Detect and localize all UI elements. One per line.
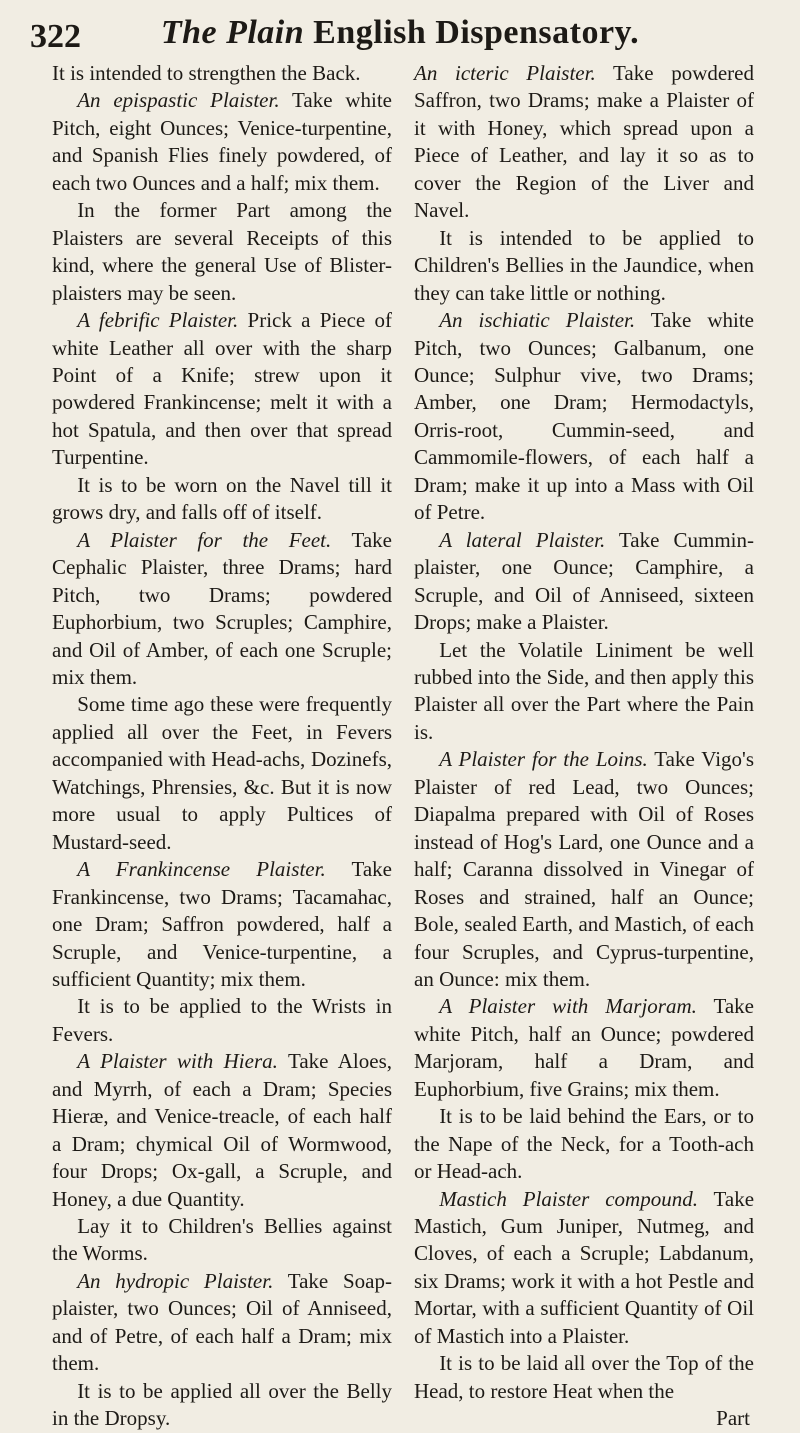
recipe-heading: An epispastic Plaister. bbox=[77, 88, 280, 113]
left-column bbox=[52, 60, 392, 1433]
paragraph bbox=[52, 1378, 392, 1433]
recipe-heading: Mastich Plaister compound. bbox=[439, 1186, 698, 1211]
paragraph bbox=[414, 637, 754, 747]
running-header bbox=[30, 14, 770, 64]
recipe-heading: An icteric Plaister. bbox=[414, 61, 596, 85]
paragraph bbox=[52, 197, 392, 307]
paragraph bbox=[414, 225, 754, 307]
paragraph-text: Take white Pitch, eight Ounces; Venice-turpentine, and Spanish Flies finely powdered, of each two Ounces and a half; mix them. bbox=[52, 88, 392, 195]
paragraph bbox=[52, 1213, 392, 1268]
right-column bbox=[414, 60, 754, 1433]
paragraph-text: It is to be applied to the Wrists in Fevers. bbox=[52, 994, 392, 1046]
paragraph bbox=[414, 527, 754, 637]
paragraph bbox=[52, 527, 392, 692]
paragraph-text: Take Cephalic Plaister, three Drams; hard Pitch, two Drams; powdered Euphorbium, two Scruples; Camphire, and Oil of Amber, of each one Scruple; mix them. bbox=[52, 527, 392, 689]
paragraph-text: Take white Pitch, half an Ounce; powdered Marjoram, half a Dram, and Euphorbium, five Grains; mix them. bbox=[414, 994, 754, 1101]
recipe-heading: A Plaister with Hiera. bbox=[77, 1049, 278, 1074]
paragraph-text: It is to be worn on the Navel till it grows dry, and falls off of itself. bbox=[52, 472, 392, 525]
page-number: 322 bbox=[30, 18, 81, 55]
paragraph-text: It is to be laid all over the Top of the Head, to restore Heat when the bbox=[414, 1351, 754, 1403]
paragraph-text: Some time ago these were frequently applied all over the Feet, in Fevers accompanied with Head-achs, Dozinefs, Watchings, Phrensies, &c. But it is now more usual to apply Pultices of Mustard-seed. bbox=[52, 692, 392, 854]
recipe-heading: A lateral Plaister. bbox=[439, 527, 606, 552]
paragraph-text: It is to be applied all over the Belly in the Dropsy. bbox=[52, 1378, 392, 1431]
paragraph bbox=[414, 746, 754, 993]
paragraph-text: Take Mastich, Gum Juniper, Nutmeg, and Cloves, of each a Scruple; Labdanum, six Drams; work it with a hot Pestle and Mortar, with a sufficient Quantity of Oil of Mastich into a Plaister. bbox=[414, 1186, 755, 1348]
paragraph-text: Let the Volatile Liniment be well rubbed into the Side, and then apply this Plaister all over the Part where the Pain is. bbox=[414, 637, 754, 744]
paragraph-text: Take Vigo's Plaister of red Lead, two Ounces; Diapalma prepared with Oil of Roses instead of Hog's Lard, one Ounce and a half; Caranna dissolved in Vinegar of Roses and strained, half an Ounce; Bole, sealed Earth, and Mastich, of each four Scruples, and Cyprus-turpentine, an Ounce: mix them. bbox=[414, 747, 754, 991]
paragraph bbox=[52, 87, 392, 197]
paragraph-text: It is to be laid behind the Ears, or to the Nape of the Neck, for a Tooth-ach or Head-ach. bbox=[414, 1104, 754, 1184]
paragraph bbox=[414, 1186, 754, 1351]
paragraph bbox=[52, 856, 392, 993]
paragraph bbox=[414, 307, 754, 527]
recipe-heading: A Frankincense Plaister. bbox=[77, 857, 326, 882]
paragraph bbox=[414, 993, 754, 1103]
paragraph bbox=[52, 60, 392, 87]
paragraph bbox=[414, 60, 754, 225]
paragraph bbox=[52, 307, 392, 472]
recipe-heading: A febrific Plaister. bbox=[77, 308, 239, 333]
paragraph-text: Take powdered Saffron, two Drams; make a Plaister of it with Honey, which spread upon a Piece of Leather, and lay it so as to cover the Region of the Liver and Navel. bbox=[414, 61, 754, 223]
paragraph bbox=[414, 1350, 754, 1405]
catchword: Part bbox=[716, 1406, 750, 1431]
paragraph-text: Take Aloes, and Myrrh, of each a Dram; Species Hieræ, and Venice-treacle, of each half a Dram; chymical Oil of Wormwood, four Drops; Ox-gall, a Scruple, and Honey, a due Quantity. bbox=[52, 1049, 392, 1211]
running-title bbox=[161, 14, 639, 52]
paragraph-text: Take Cummin-plaister, one Ounce; Camphire, a Scruple, and Oil of Anniseed, sixteen Drops; make a Plaister. bbox=[414, 527, 754, 635]
paragraph-text: It is intended to strengthen the Back. bbox=[52, 61, 361, 85]
paragraph-text: Lay it to Children's Bellies against the Worms. bbox=[52, 1214, 392, 1266]
running-title-roman: English Dispensatory. bbox=[313, 14, 640, 51]
paragraph-text: Take Frankincense, two Drams; Tacamahac, one Dram; Saffron powdered, half a Scruple, and Venice-turpentine, a sufficient Quantity; mix them. bbox=[52, 857, 392, 991]
recipe-heading: A Plaister for the Feet. bbox=[77, 527, 332, 552]
paragraph-text: Take white Pitch, two Ounces; Galbanum, one Ounce; Sulphur vive, two Drams; Amber, one Dram; Hermodactyls, Orris-root, Cummin-seed, and Cammomile-flowers, of each half a Dram; make it up into a Mass with Oil of Petre. bbox=[414, 308, 754, 525]
paragraph bbox=[52, 1268, 392, 1378]
recipe-heading: A Plaister for the Loins. bbox=[439, 747, 648, 772]
paragraph bbox=[52, 472, 392, 527]
paragraph bbox=[52, 691, 392, 856]
recipe-heading: A Plaister with Marjoram. bbox=[439, 994, 697, 1019]
running-title-italic: The Plain bbox=[160, 14, 305, 51]
paragraph-text: In the former Part among the Plaisters are several Receipts of this kind, where the general Use of Blister-plaisters may be seen. bbox=[52, 198, 392, 305]
paragraph bbox=[52, 1048, 392, 1213]
paragraph-text: Take Soap-plaister, two Ounces; Oil of Anniseed, and of Petre, of each half a Dram; mix them. bbox=[52, 1268, 392, 1376]
paragraph-text: Prick a Piece of white Leather all over with the sharp Point of a Knife; strew upon it powdered Frankincense; melt it with a hot Spatula, and then over that spread Turpentine. bbox=[52, 308, 392, 470]
recipe-heading: An ischiatic Plaister. bbox=[439, 308, 636, 333]
paragraph-text: It is intended to be applied to Children's Bellies in the Jaundice, when they can take little or nothing. bbox=[414, 225, 754, 305]
recipe-heading: An hydropic Plaister. bbox=[77, 1268, 274, 1293]
paragraph bbox=[52, 993, 392, 1048]
paragraph bbox=[414, 1103, 754, 1185]
